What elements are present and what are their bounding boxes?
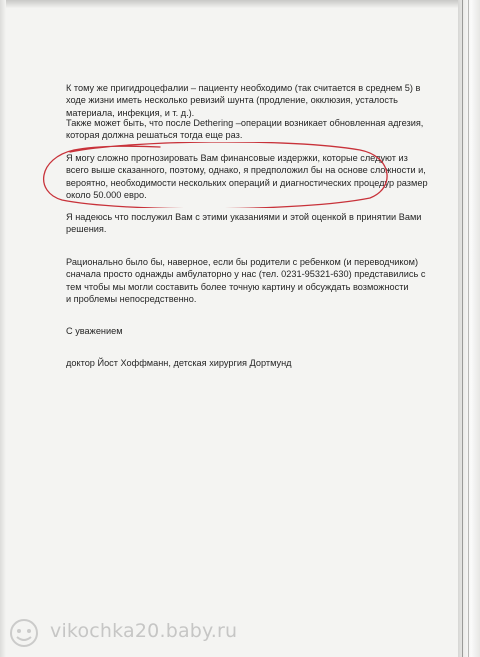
paragraph-shunt-revisions: К тому же пригидроцефалии – пациенту необходимо (так считается в среднем 5) в ходе жизни иметь несколько ревизий шунта (продление, окклюзия, усталость материала, инфекция, и т. д.). (66, 83, 421, 118)
paragraph-cost-estimate: Я могу сложно прогнозировать Вам финансовые издержки, которые следуют из всего выше сказанного, поэтому, однако, я предположил бы на основе сложности и, вероятно, необходимости нескольких операций и диагностических процедур размер около 50.000 евро. (66, 153, 428, 200)
scan-top-edge (0, 0, 480, 8)
scan-right-edge (458, 0, 480, 657)
signature-line: доктор Йост Хоффманн, детская хирургия Дортмунд (66, 358, 292, 368)
paragraph-dethering-adhesion: Также может быть, что после Dethering –операции возникает обновленная адгезия, которая должна решаться тогда еще раз. (66, 118, 424, 141)
paragraph-hope: Я надеюсь что послужил Вам с этими указаниями и этой оценкой в принятии Вами решения. (66, 212, 422, 235)
watermark-text: vikochka20.baby.ru (50, 620, 238, 642)
scan-left-shadow (0, 0, 6, 657)
paragraph-outpatient-visit: Рационально было бы, наверное, если бы родители с ребенком (и переводчиком) сначала просто однажды амбулаторно у нас (тел. 0231-95321-630) представились с тем чтобы мы могли составить более точную картину и обсуждать возможности и проблемы непосредственно. (66, 257, 426, 304)
closing-salutation: С уважением (66, 326, 123, 336)
watermark-logo (4, 615, 44, 651)
